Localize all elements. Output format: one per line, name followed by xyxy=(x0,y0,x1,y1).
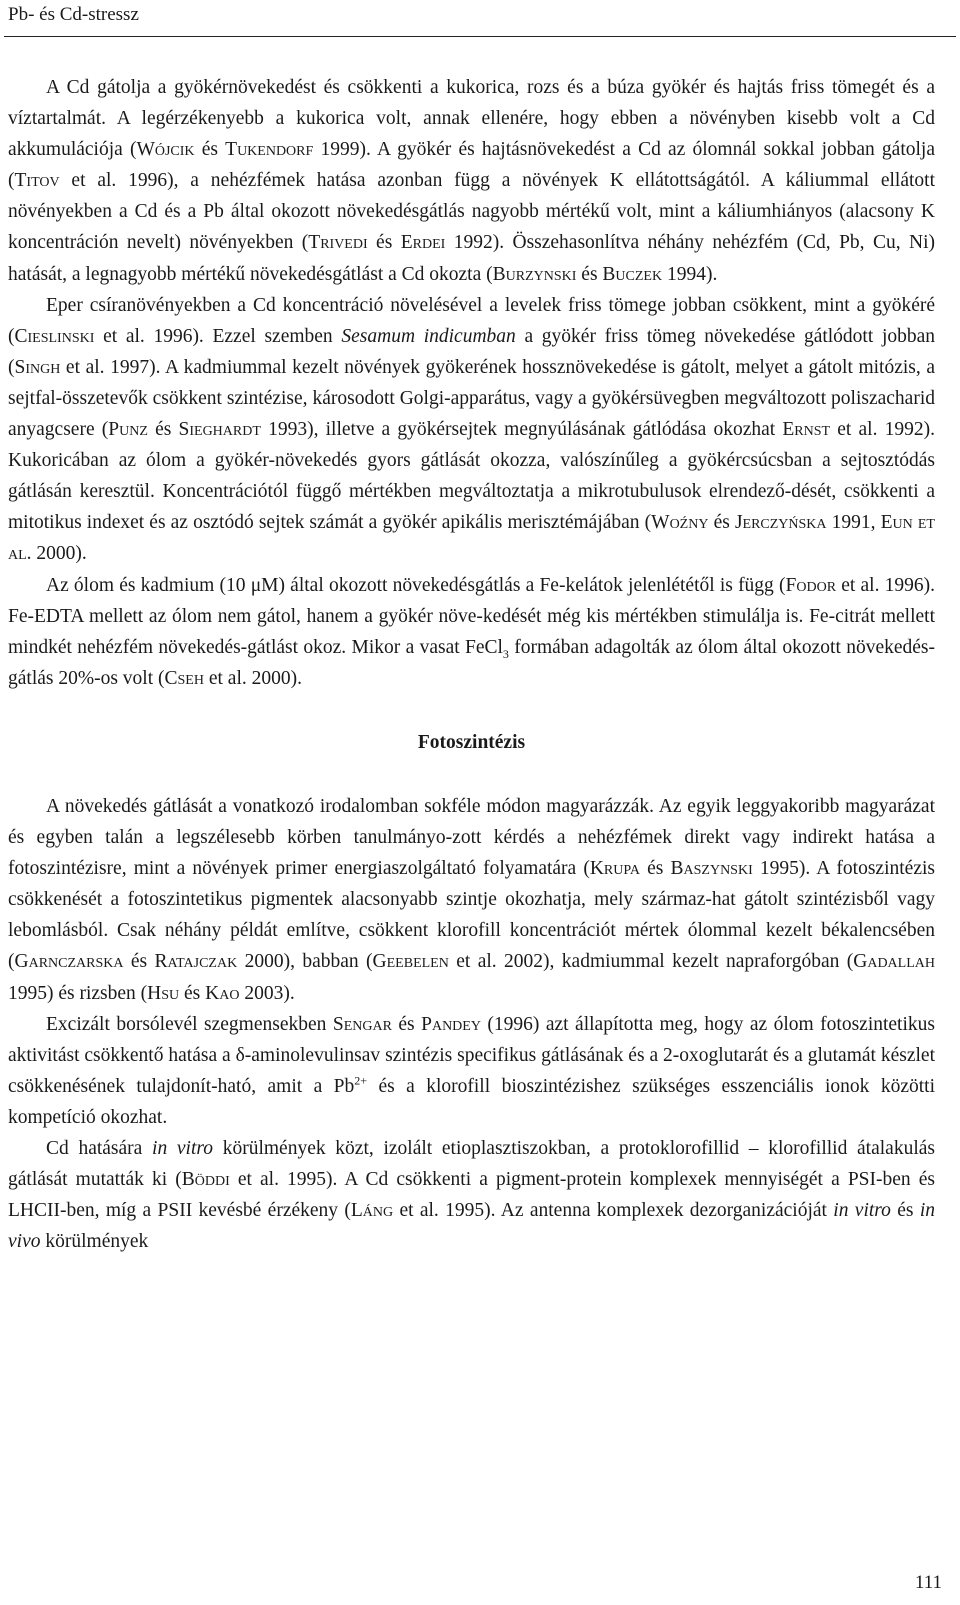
body-text xyxy=(8,72,935,1257)
paragraph-1: A Cd gátolja a gyökérnövekedést és csökkenti a kukorica, rozs és a búza gyökér és hajtás friss tömegét és a víztartalmát. A legérzékenyebb a kukorica volt, annak ellenére, hogy ebben a növényben kisebb volt a Cd akkumulációja (Wójcik és Tukendorf 1999). A gyökér és hajtásnövekedést a Cd az ólomnál sokkal jobban gátolja (Titov et al. 1996), a nehézfémek hatása azonban függ a növények K ellátottságától. A káliummal ellátott növényekben a Cd és a Pb által okozott növekedésgátlás nagyobb mértékű volt, mint a káliumhiányos (alacsony K koncentráción nevelt) növényekben (Trivedi és Erdei 1992). Összehasonlítva néhány nehézfém (Cd, Pb, Cu, Ni) hatását, a legnagyobb mértékű növekedésgátlást a Cd okozta (Burzynski és Buczek 1994). xyxy=(8,77,935,285)
running-head: Pb- és Cd-stressz xyxy=(8,4,139,25)
section-heading: Fotoszintézis xyxy=(417,731,526,753)
page-number: 111 xyxy=(914,1572,942,1593)
paragraph-4: A növekedés gátlását a vonatkozó irodalomban sokféle módon magyarázzák. Az egyik leggyakoribb magyarázat és egyben talán a legszélesebb körben tanulmányo-zott kérdés a nehézfémek direkt vagy indirekt hatása a fotoszintézisre, mint a növények primer energiaszolgáltató folyamatára (Krupa és Baszynski 1995). A fotoszintézis csökkenését a fotoszintetikus pigmentek alacsonyabb szintje okozhatja, mely származ-hat gátolt szintézisből vagy lebomlásból. Csak néhány példát említve, csökkent klorofill koncentrációt mértek ólommal kezelt békalencsében (Garnczarska és Ratajczak 2000), babban (Geebelen et al. 2002), kadmiummal kezelt napraforgóban (Gadallah 1995) és rizsben (Hsu és Kao 2003). xyxy=(8,795,935,1004)
paragraph-3: Az ólom és kadmium (10 μM) által okozott növekedésgátlás a Fe-kelátok jelenlététől is függ (Fodor et al. 1996). Fe-EDTA mellett az ólom nem gátol, hanem a gyökér növe-kedését még kis mértékben stimulálja is. Fe-citrát mellett mindkét nehézfém növekedés-gátlást okoz. Mikor a vasat FeCl$_3$ formában adagolták az ólom által okozott növekedés-gátlás 20%-os volt (Cseh et al. 2000). xyxy=(8,574,936,689)
header-rule xyxy=(4,36,956,37)
paragraph-6: Cd hatására in vitro körülmények közt, izolált etioplasztiszokban, a protoklorofillid – klorofillid átalakulás gátlását mutatták ki (Böddi et al. 1995). A Cd csökkenti a pigment-protein komplexek mennyiségét a PSI-ben és LHCII-ben, míg a PSII kevésbé érzékeny (Láng et al. 1995). Az antenna komplexek dezorganizációját in vitro és in vivo körülmények xyxy=(8,1138,935,1253)
paragraph-5: Excizált borsólevél szegmensekben Sengar és Pandey (1996) azt állapította meg, hogy az ólom fotoszintetikus aktivitást csökkentő hatása a δ-aminolevulinsav szintézis specifikus gátlásának és a 2-oxoglutarát és a glutamát készlet csökkenésének tulajdonít-ható, amit a $Pb^{2+}$ és a klorofill bioszintézishez szükséges esszenciális ionok közötti kompetíció okozhat. xyxy=(8,1013,936,1128)
paragraph-2: Eper csíranövényekben a Cd koncentráció növelésével a levelek friss tömege jobban csökkent, mint a gyökéré (Cieslinski et al. 1996). Ezzel szemben Sesamum indicumban a gyökér friss tömeg növekedése gátlódott jobban (Singh et al. 1997). A kadmiummal kezelt növények gyökerének hossznövekedése is gátolt, melyet a gátolt mitózis, a sejtfal-összetevők csökkent szintézise, károsodott Golgi-apparátus, vagy a gyökérsüvegben megváltozott poliszacharid anyagcsere (Punz és Sieghardt 1993), illetve a gyökérsejtek megnyúlásának gátlódása okozhat Ernst et al. 1992). Kukoricában az ólom a gyökér-növekedés gyors gátlását okozza, valószínűleg a gyökércsúcsban a sejtosztódás gátlásán keresztül. Koncentrációtól függő mértékben megváltoztatja a mikrotubulusok elrendező-dését, csökkenti a mitotikus indexet és az osztódó sejtek számát a gyökér apikális merisztémájában (Woźny és Jerczyńska 1991, Eun et al. 2000). xyxy=(8,294,936,565)
